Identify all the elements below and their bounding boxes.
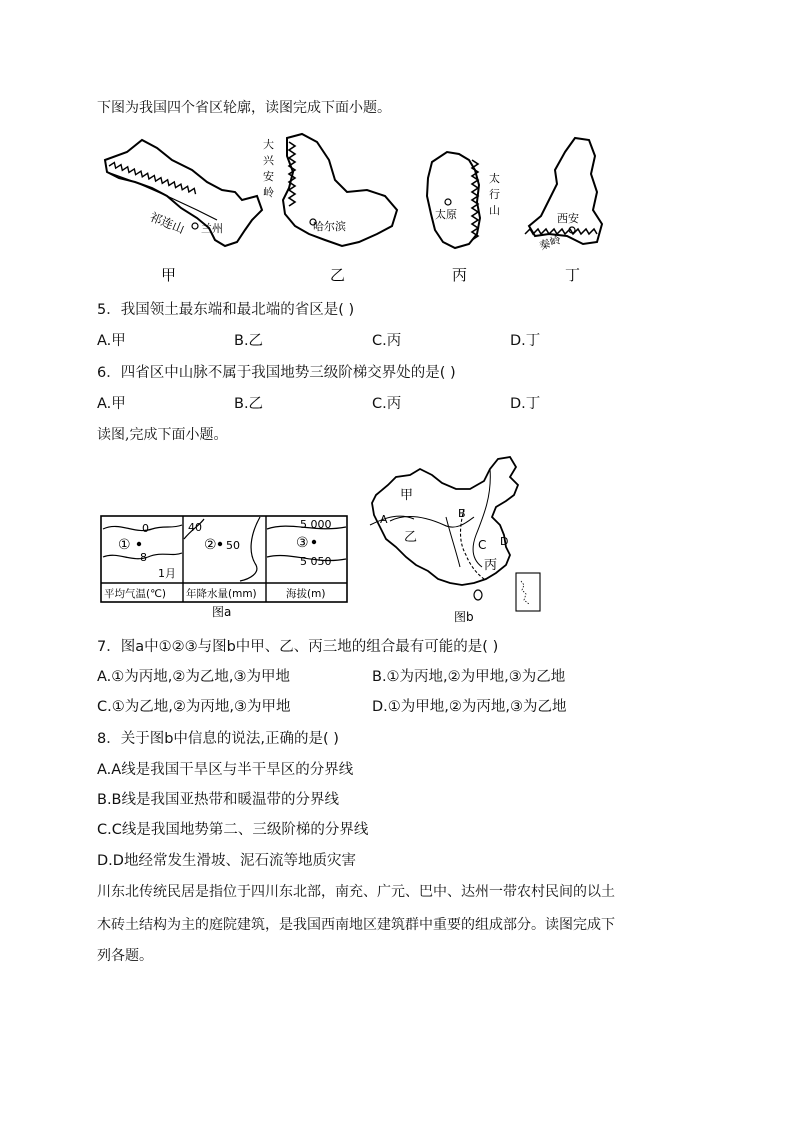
figure-a-title: 图a: [212, 605, 232, 619]
q7-option-c[interactable]: C.①为乙地,②为丙地,③为甲地: [97, 699, 291, 715]
city-taiyuan: 太原: [435, 208, 457, 221]
question-8-stem: 8．关于图b中信息的说法,正确的是( ): [97, 731, 339, 747]
province-label-yi: 乙: [330, 266, 346, 284]
intro-text-1: 下图为我国四个省区轮廓，读图完成下面小题。: [97, 100, 391, 116]
figure-b-title: 图b: [454, 610, 474, 624]
svg-text:③: ③: [296, 535, 309, 551]
map-label-bing: 丙: [484, 558, 498, 573]
q5-option-b[interactable]: B.乙: [234, 333, 264, 349]
q8-option-a[interactable]: A.A线是我国干旱区与半干旱区的分界线: [97, 762, 354, 778]
q6-option-d[interactable]: D.丁: [510, 396, 541, 412]
panel-precipitation: [184, 517, 260, 600]
map-label-c: C: [478, 538, 487, 552]
map-label-jia: 甲: [400, 488, 414, 503]
panel-elevation: [267, 518, 346, 600]
province-yi-outline: [263, 134, 397, 284]
mountain-daxinganling: 大兴安岭: [263, 138, 274, 199]
q6-option-c[interactable]: C.丙: [372, 396, 402, 412]
svg-text:8: 8: [140, 551, 147, 564]
intro-text-3-line-1: 川东北传统民居是指位于四川东北部，南充、广元、巴中、达州一带农村民间的以土: [97, 884, 615, 900]
svg-text:②: ②: [204, 537, 217, 553]
svg-text:①: ①: [118, 537, 131, 553]
city-haerbin: 哈尔滨: [313, 220, 346, 233]
caption-elevation: 海拔(m): [286, 588, 326, 600]
province-label-bing: 丙: [452, 266, 468, 284]
city-xian: 西安: [557, 212, 579, 225]
q7-option-a[interactable]: A.①为丙地,②为乙地,③为甲地: [97, 669, 290, 685]
map-label-b: B: [458, 507, 466, 520]
svg-text:1月: 1月: [158, 567, 176, 580]
q8-option-b[interactable]: B.B线是我国亚热带和暖温带的分界线: [97, 792, 340, 808]
map-label-yi: 乙: [404, 530, 418, 545]
city-lanzhou: 兰州: [201, 222, 223, 235]
svg-text:50: 50: [226, 539, 240, 552]
q6-option-b[interactable]: B.乙: [234, 396, 264, 412]
figure-b-map: [366, 455, 546, 625]
caption-precipitation: 年降水量(mm): [186, 588, 257, 600]
caption-temperature: 平均气温(℃): [104, 588, 166, 600]
q6-option-a[interactable]: A.甲: [97, 396, 126, 412]
province-jia-outline: [105, 140, 262, 284]
mountain-qilian: 祁连山: [147, 209, 187, 237]
q7-option-b[interactable]: B.①为丙地,②为甲地,③为乙地: [372, 669, 566, 685]
q5-option-c[interactable]: C.丙: [372, 333, 402, 349]
figure-a: [100, 515, 350, 620]
province-outlines-figure: [97, 130, 617, 290]
intro-text-2: 读图,完成下面小题。: [97, 427, 228, 443]
svg-text:40: 40: [188, 521, 202, 534]
map-label-a: A: [380, 513, 388, 526]
svg-text:5 000: 5 000: [300, 518, 332, 531]
q7-option-d[interactable]: D.①为甲地,②为丙地,③为乙地: [372, 699, 567, 715]
question-5-stem: 5．我国领土最东端和最北端的省区是( ): [97, 302, 355, 318]
svg-text:0: 0: [142, 522, 149, 535]
question-7-stem: 7．图a中①②③与图b中甲、乙、丙三地的组合最有可能的是( ): [97, 639, 499, 655]
panel-temperature: [103, 522, 182, 600]
question-6-stem: 6．四省区中山脉不属于我国地势三级阶梯交界处的是( ): [97, 365, 456, 381]
intro-text-3-line-2: 木砖土结构为主的庭院建筑，是我国西南地区建筑群中重要的组成部分。读图完成下: [97, 917, 615, 933]
intro-text-3-line-3: 列各题。: [97, 948, 153, 964]
q8-option-d[interactable]: D.D地经常发生滑坡、泥石流等地质灾害: [97, 853, 356, 869]
q5-option-a[interactable]: A.甲: [97, 333, 126, 349]
mountain-qinling: 秦岭: [537, 233, 563, 253]
q8-option-c[interactable]: C.C线是我国地势第二、三级阶梯的分界线: [97, 822, 369, 838]
mountain-taihang: 太行山: [489, 172, 500, 217]
province-ding-outline: [525, 138, 602, 284]
province-bing-outline: [427, 152, 500, 284]
q5-option-d[interactable]: D.丁: [510, 333, 541, 349]
map-label-d: D: [500, 535, 509, 548]
svg-text:5 050: 5 050: [300, 555, 332, 568]
province-label-ding: 丁: [565, 266, 581, 284]
province-label-jia: 甲: [161, 266, 177, 284]
